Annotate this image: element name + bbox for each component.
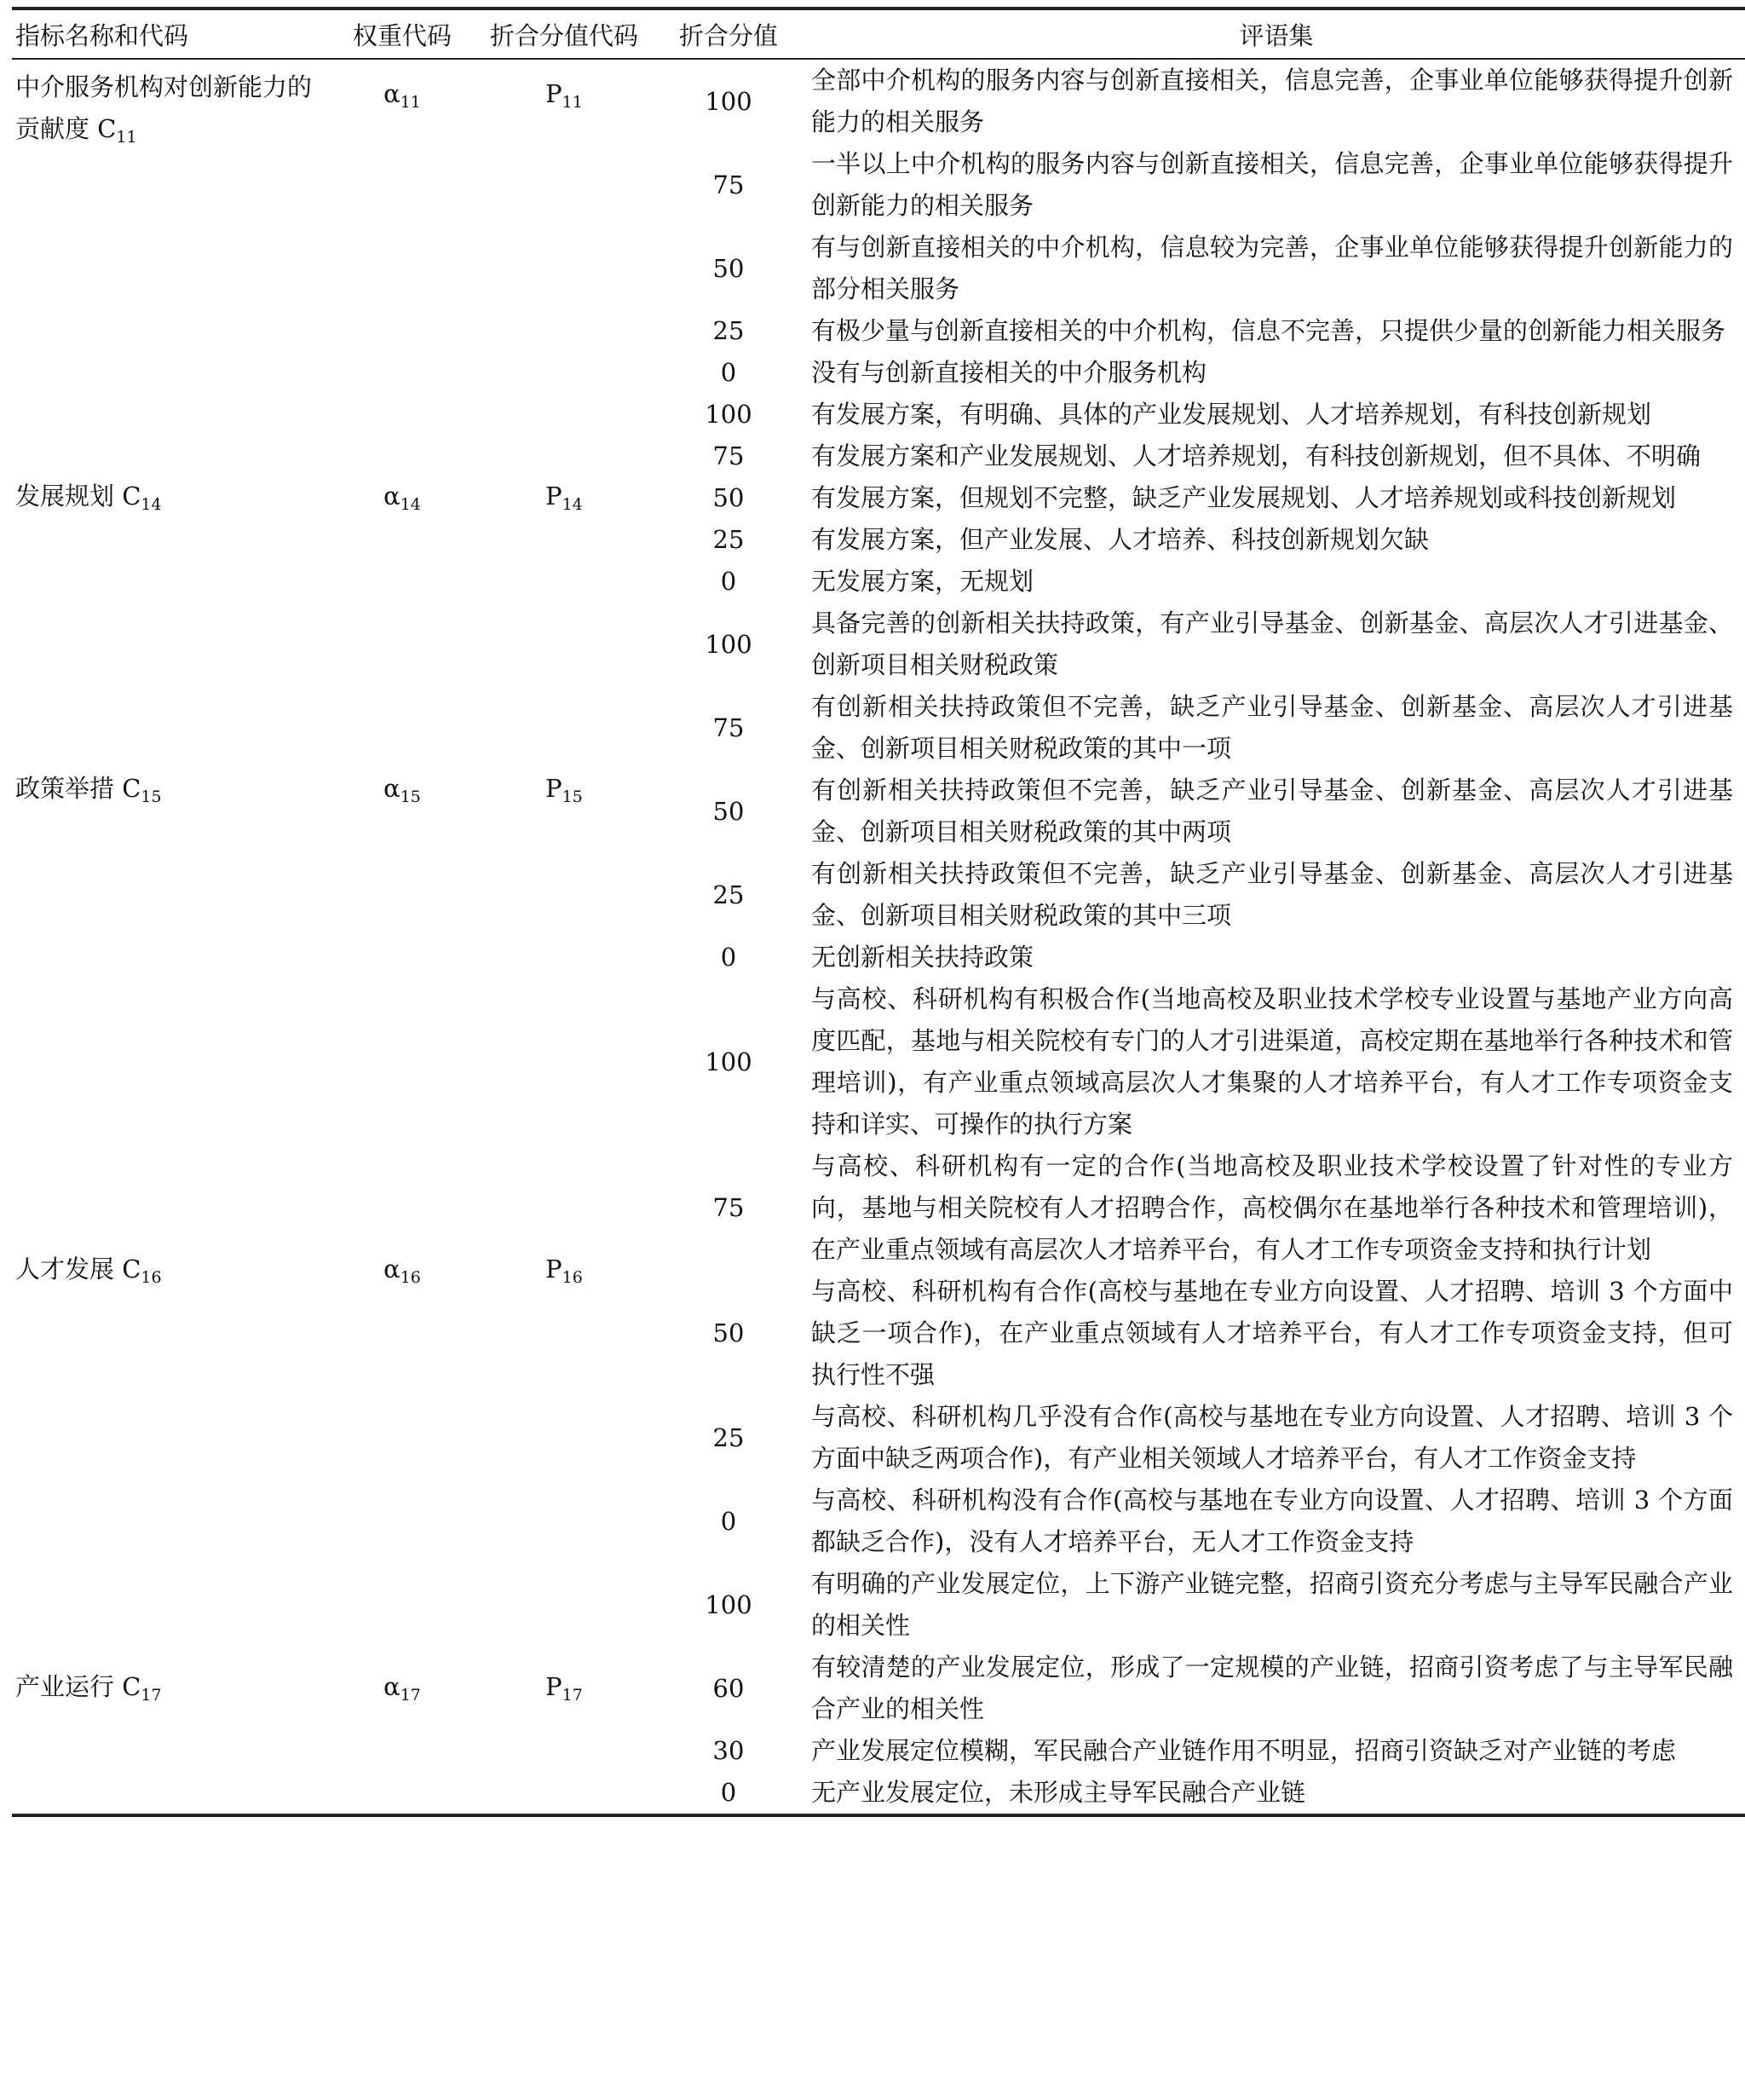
- indicator-code-subscript: 11: [116, 128, 137, 147]
- score-value: 0: [720, 358, 737, 387]
- weight-code: α: [383, 1671, 400, 1701]
- indicator-code-subscript: 14: [141, 495, 162, 514]
- score-value: 0: [720, 1506, 737, 1536]
- header-comment-set: 评语集: [1239, 20, 1314, 50]
- score-code-cell: [479, 603, 649, 978]
- indicator-name: 发展规划 C: [15, 482, 141, 511]
- score-code-subscript: 15: [562, 788, 583, 806]
- comment-text: 产业发展定位模糊，军民融合产业链作用不明显，招商引资缺乏对产业链的考虑: [811, 1736, 1677, 1765]
- indicator-name: 产业运行 C: [15, 1671, 141, 1701]
- comment-text: 有创新相关扶持政策但不完善，缺乏产业引导基金、创新基金、高层次人才引进基金、创新项目相关财税政策的其中一项: [811, 692, 1733, 763]
- comment-text: 与高校、科研机构没有合作(高校与基地在专业方向设置、人才招聘、培训 3 个方面都缺乏合作)，没有人才培养平台，无人才工作资金支持: [811, 1486, 1733, 1556]
- comment-text: 有较清楚的产业发展定位，形成了一定规模的产业链，招商引资考虑了与主导军民融合产业的相关性: [811, 1653, 1733, 1723]
- score-value: 100: [705, 1589, 752, 1619]
- score-value: 75: [712, 170, 745, 199]
- weight-code-subscript: 11: [400, 93, 421, 112]
- table-row: [12, 1563, 1745, 1647]
- weight-code-cell: [325, 1563, 479, 1815]
- table-row: [12, 394, 1745, 436]
- indicator-name: 政策举措 C: [15, 774, 141, 803]
- score-code: P: [545, 774, 562, 803]
- weight-code: α: [383, 482, 400, 511]
- indicator-name: 中介服务机构对创新能力的贡献度 C: [15, 72, 313, 143]
- weight-code-subscript: 17: [400, 1685, 421, 1705]
- score-code-subscript: 16: [562, 1267, 583, 1287]
- indicator-code-subscript: 17: [141, 1685, 162, 1705]
- score-code: P: [545, 482, 562, 511]
- weight-code-cell: [325, 59, 479, 394]
- weight-code-cell: [325, 978, 479, 1563]
- weight-code-cell: [325, 603, 479, 978]
- comment-text: 无创新相关扶持政策: [811, 943, 1034, 972]
- evaluation-criteria-table: [12, 7, 1745, 1817]
- score-value: 75: [712, 1193, 745, 1222]
- header-indicator-name: 指标名称和代码: [15, 20, 189, 50]
- indicator-code-subscript: 16: [141, 1267, 162, 1287]
- score-value: 50: [712, 796, 745, 826]
- header-score-value: 折合分值: [678, 20, 778, 50]
- score-value: 100: [705, 400, 752, 429]
- score-code-cell: [479, 394, 649, 603]
- indicator-name-cell: [12, 603, 325, 978]
- indicator-name-cell: [12, 978, 325, 1563]
- score-code-subscript: 17: [562, 1685, 583, 1705]
- comment-text: 有发展方案，有明确、具体的产业发展规划、人才培养规划，有科技创新规划: [811, 400, 1652, 429]
- header-score-code: 折合分值代码: [489, 20, 638, 50]
- comment-text: 与高校、科研机构几乎没有合作(高校与基地在专业方向设置、人才招聘、培训 3 个方面中缺乏两项合作)，有产业相关领域人才培养平台，有人才工作资金支持: [811, 1402, 1733, 1473]
- header-weight-code: 权重代码: [352, 20, 452, 50]
- score-value: 0: [720, 943, 737, 972]
- score-value: 25: [712, 316, 745, 345]
- score-value: 100: [705, 1047, 752, 1076]
- score-value: 50: [712, 1318, 745, 1347]
- weight-code-subscript: 16: [400, 1267, 421, 1287]
- comment-text: 有发展方案，但规划不完整，缺乏产业发展规划、人才培养规划或科技创新规划: [811, 483, 1677, 512]
- table-body: [12, 59, 1745, 1815]
- score-value: 0: [720, 567, 737, 596]
- comment-text: 一半以上中介机构的服务内容与创新直接相关，信息完善，企事业单位能够获得提升创新能力的相关服务: [811, 149, 1733, 220]
- comment-text: 无发展方案，无规划: [811, 567, 1034, 596]
- score-code-subscript: 14: [562, 495, 583, 514]
- score-value: 75: [712, 712, 745, 742]
- header-row: [12, 9, 1745, 59]
- score-code-cell: [479, 978, 649, 1563]
- score-code: P: [545, 79, 562, 108]
- score-value: 100: [705, 629, 752, 659]
- comment-text: 与高校、科研机构有一定的合作(当地高校及职业技术学校设置了针对性的专业方向，基地与相关院校有人才招聘合作，高校偶尔在基地举行各种技术和管理培训)，在产业重点领域有高层次人才培养平台，有人才工作专项资金支持和执行计划: [811, 1151, 1733, 1264]
- comment-text: 有明确的产业发展定位，上下游产业链完整，招商引资充分考虑与主导军民融合产业的相关性: [811, 1569, 1733, 1640]
- weight-code-subscript: 14: [400, 495, 421, 514]
- score-value: 30: [712, 1736, 745, 1765]
- comment-text: 有发展方案和产业发展规划、人才培养规划，有科技创新规划，但不具体、不明确: [811, 441, 1702, 470]
- comment-text: 有与创新直接相关的中介机构，信息较为完善，企事业单位能够获得提升创新能力的部分相关服务: [811, 233, 1733, 303]
- comment-text: 与高校、科研机构有积极合作(当地高校及职业技术学校专业设置与基地产业方向高度匹配，基地与相关院校有专门的人才引进渠道，高校定期在基地举行各种技术和管理培训)，有产业重点领域高层次人才集聚的人才培养平台，有人才工作专项资金支持和详实、可操作的执行方案: [811, 984, 1733, 1139]
- comment-text: 没有与创新直接相关的中介服务机构: [811, 358, 1207, 387]
- score-value: 75: [712, 441, 745, 470]
- score-code-subscript: 11: [562, 93, 583, 112]
- indicator-name: 人才发展 C: [15, 1254, 141, 1284]
- weight-code: α: [383, 774, 400, 803]
- score-value: 50: [712, 483, 745, 512]
- comment-text: 有发展方案，但产业发展、人才培养、科技创新规划欠缺: [811, 525, 1430, 554]
- score-value: 60: [712, 1673, 745, 1703]
- comment-text: 有极少量与创新直接相关的中介机构，信息不完善，只提供少量的创新能力相关服务: [811, 316, 1726, 345]
- score-code-cell: [479, 1563, 649, 1815]
- score-value: 0: [720, 1778, 737, 1807]
- score-code-cell: [479, 59, 649, 394]
- score-value: 100: [705, 86, 752, 116]
- comment-text: 具备完善的创新相关扶持政策，有产业引导基金、创新基金、高层次人才引进基金、创新项目相关财税政策: [811, 609, 1733, 679]
- evaluation-table-document: [12, 7, 1745, 1817]
- table-header: [12, 9, 1745, 59]
- comment-text: 有创新相关扶持政策但不完善，缺乏产业引导基金、创新基金、高层次人才引进基金、创新项目相关财税政策的其中两项: [811, 776, 1733, 846]
- score-value: 25: [712, 880, 745, 909]
- comment-text: 全部中介机构的服务内容与创新直接相关，信息完善，企事业单位能够获得提升创新能力的相关服务: [811, 66, 1733, 136]
- weight-code: α: [383, 1254, 400, 1284]
- table-row: [12, 59, 1745, 143]
- score-code: P: [545, 1671, 562, 1701]
- indicator-name-cell: [12, 394, 325, 603]
- comment-text: 无产业发展定位，未形成主导军民融合产业链: [811, 1778, 1306, 1807]
- indicator-name-cell: [12, 1563, 325, 1815]
- score-code: P: [545, 1254, 562, 1284]
- comment-text: 有创新相关扶持政策但不完善，缺乏产业引导基金、创新基金、高层次人才引进基金、创新项目相关财税政策的其中三项: [811, 859, 1733, 930]
- weight-code-cell: [325, 394, 479, 603]
- weight-code: α: [383, 79, 400, 108]
- score-value: 25: [712, 525, 745, 554]
- score-value: 25: [712, 1422, 745, 1452]
- comment-text: 与高校、科研机构有合作(高校与基地在专业方向设置、人才招聘、培训 3 个方面中缺乏一项合作)，在产业重点领域有人才培养平台，有人才工作专项资金支持，但可执行性不强: [811, 1277, 1733, 1389]
- indicator-code-subscript: 15: [141, 788, 162, 806]
- indicator-name-cell: [12, 59, 325, 394]
- score-value: 50: [712, 253, 745, 283]
- table-row: [12, 978, 1745, 1145]
- table-row: [12, 603, 1745, 686]
- weight-code-subscript: 15: [400, 788, 421, 806]
